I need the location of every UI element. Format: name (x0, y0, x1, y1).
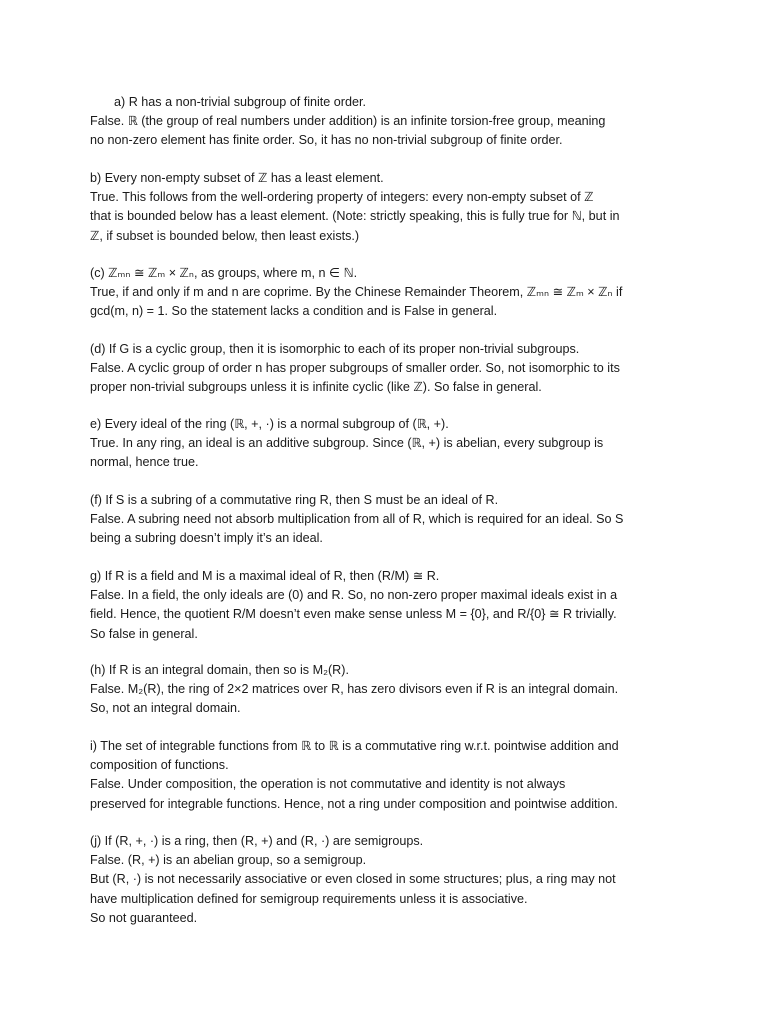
item-i-statement-line-1: i) The set of integrable functions from ℝ to ℝ is a commutative ring w.r.t. pointwise addition and (90, 739, 619, 753)
item-g-answer-line-2: field. Hence, the quotient R/M doesn’t even make sense unless M = {0}, and R/{0} ≅ R trivially. (90, 607, 617, 622)
item-j-statement: (j) If (R, +, ·) is a ring, then (R, +) and (R, ·) are semigroups. (90, 834, 424, 848)
item-e-answer-line-2: normal, hence true. (90, 455, 199, 470)
item-c-answer-line-1: True, if and only if m and n are coprime. By the Chinese Remainder Theorem, ℤₘₙ ≅ ℤₘ × ℤₙ if (90, 285, 623, 300)
item-e-statement: e) Every ideal of the ring (ℝ, +, ·) is a normal subgroup of (ℝ, +). (90, 417, 449, 431)
item-a (90, 93, 690, 151)
item-f (90, 491, 690, 549)
item-f-answer-line-2: being a subring doesn’t imply it’s an ideal. (90, 531, 323, 546)
item-g-answer-line-1: False. In a field, the only ideals are (0) and R. So, no non-zero proper maximal ideals exist in a (90, 588, 618, 603)
item-d-answer-line-1: False. A cyclic group of order n has proper subgroups of smaller order. So, not isomorphic to its (90, 361, 620, 376)
item-j-answer-line-4: So not guaranteed. (90, 910, 198, 925)
item-c-answer-line-2: gcd(m, n) = 1. So the statement lacks a condition and is False in general. (90, 304, 498, 319)
item-h-answer-line-1: False. M₂(R), the ring of 2×2 matrices over R, has zero divisors even if R is an integral domain. (90, 682, 619, 697)
item-a-statement: a) R has a non-trivial subgroup of finite order. (114, 95, 367, 109)
item-f-statement: (f) If S is a subring of a commutative ring R, then S must be an ideal of R. (90, 493, 499, 507)
item-i-answer-line-1: False. Under composition, the operation is not commutative and identity is not always (90, 777, 566, 792)
item-d-answer-line-2: proper non-trivial subgroups unless it is infinite cyclic (like ℤ). So false in general. (90, 380, 542, 395)
item-d-statement: (d) If G is a cyclic group, then it is isomorphic to each of its proper non-trivial subgroups. (90, 342, 580, 356)
item-c-statement: (c) ℤₘₙ ≅ ℤₘ × ℤₙ, as groups, where m, n ∈ ℕ. (90, 266, 358, 280)
item-b (90, 169, 690, 246)
item-g-answer-line-3: So false in general. (90, 626, 198, 641)
item-a-answer-line-1: False. ℝ (the group of real numbers under addition) is an infinite torsion-free group, meaning (90, 114, 606, 129)
item-d (90, 340, 690, 398)
item-e (90, 415, 690, 473)
item-j (90, 832, 690, 928)
item-i-statement-line-2: composition of functions. (90, 758, 229, 773)
item-b-statement: b) Every non-empty subset of ℤ has a least element. (90, 171, 384, 185)
item-c (90, 264, 690, 322)
item-f-answer-line-1: False. A subring need not absorb multiplication from all of R, which is required for an ideal. So S (90, 512, 624, 527)
item-b-answer-line-1: True. This follows from the well-ordering property of integers: every non-empty subset of ℤ (90, 190, 594, 205)
item-a-answer-line-2: no non-zero element has finite order. So, it has no non-trivial subgroup of finite order. (90, 133, 563, 148)
item-i (90, 737, 690, 814)
item-g-statement: g) If R is a field and M is a maximal ideal of R, then (R/M) ≅ R. (90, 569, 440, 583)
item-h-answer-line-2: So, not an integral domain. (90, 701, 241, 716)
item-b-answer-line-3: ℤ, if subset is bounded below, then least exists.) (90, 228, 360, 243)
item-i-answer-line-2: preserved for integrable functions. Hence, not a ring under composition and pointwise addition. (90, 796, 618, 811)
item-e-answer-line-1: True. In any ring, an ideal is an additive subgroup. Since (ℝ, +) is abelian, every subgroup is (90, 436, 604, 451)
item-b-answer-line-2: that is bounded below has a least element. (Note: strictly speaking, this is fully true for ℕ, but in (90, 209, 620, 224)
item-g (90, 567, 690, 644)
item-j-answer-line-2: But (R, ·) is not necessarily associative or even closed in some structures; plus, a ring may not (90, 872, 616, 887)
item-j-answer-line-3: have multiplication defined for semigroup requirements unless it is associative. (90, 891, 528, 906)
item-h (90, 661, 690, 719)
item-j-answer-line-1: False. (R, +) is an abelian group, so a semigroup. (90, 853, 367, 868)
item-h-statement: (h) If R is an integral domain, then so is M₂(R). (90, 663, 349, 677)
